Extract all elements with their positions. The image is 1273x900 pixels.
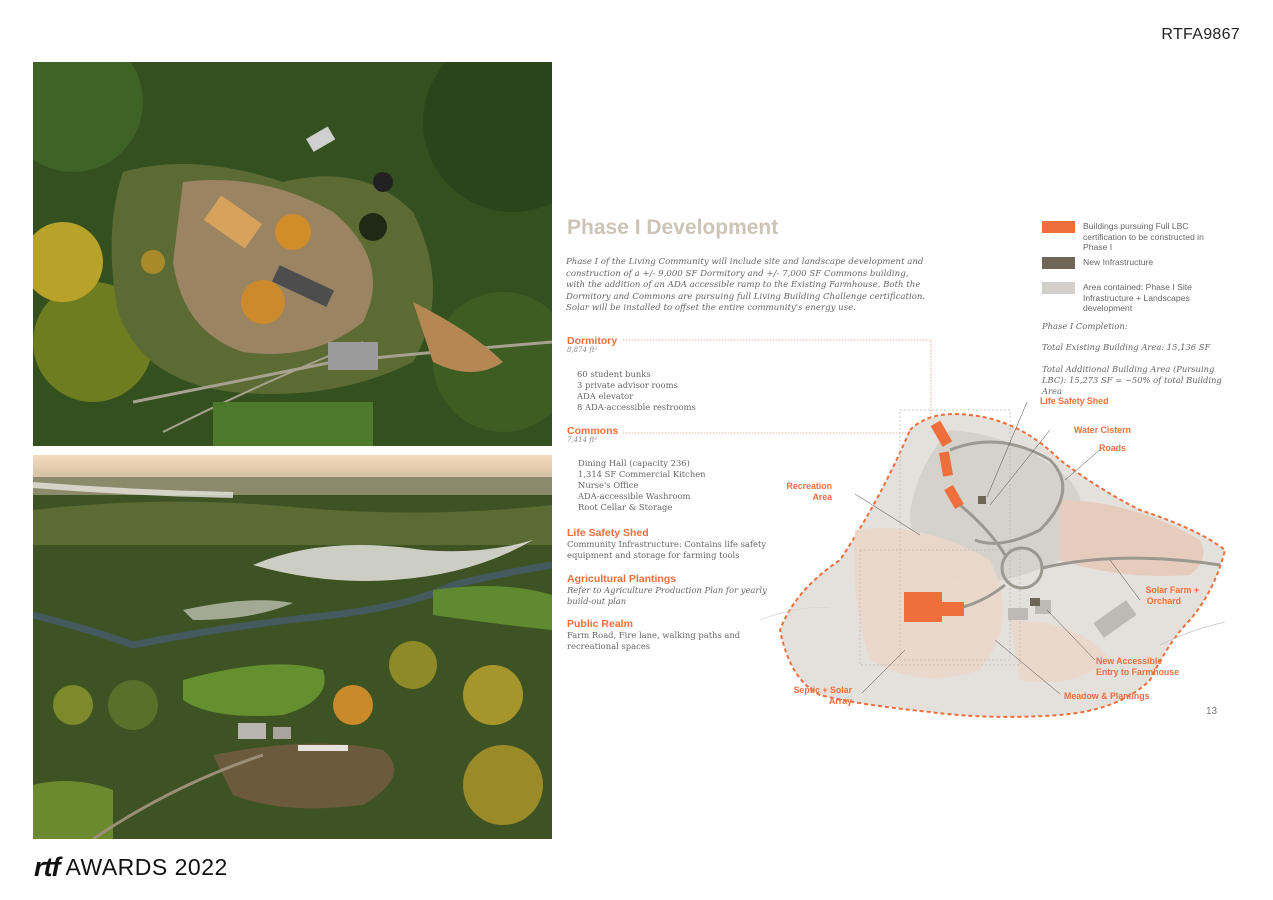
rtf-logo-mark: rtf — [34, 852, 60, 882]
map-label-septic-line1: Septic + Solar — [793, 685, 852, 695]
agricultural-plantings-desc: Refer to Agriculture Production Plan for yearly build-out plan — [567, 585, 767, 606]
list-item: Dining Hall (capacity 236) — [578, 458, 690, 468]
map-label-new-entry-line2: Entry to Farmhouse — [1096, 667, 1180, 677]
agricultural-plantings-heading: Agricultural Plantings — [567, 573, 677, 585]
list-item: 3 private advisor rooms — [577, 380, 678, 391]
public-realm-heading: Public Realm — [567, 618, 633, 630]
page-number: 13 — [1206, 706, 1218, 717]
list-item: 60 student bunks — [577, 369, 651, 379]
legend-label: Buildings pursuing Full LBC certification to be constructed in Phase I — [1083, 221, 1204, 253]
dormitory-heading: Dormitory — [567, 335, 618, 347]
existing-building-area: Total Existing Building Area: 15,136 SF — [1042, 342, 1211, 352]
intro-paragraph: Phase I of the Living Community will include site and landscape development and construction of a +/- 9,000 SF Dormitory and +/- 7,000 SF Commons building, with the addition of an ADA accessible ramp to the Existing Farmhouse. Both the Dormitory and Commons are pursuing full Living Building Challenge certification. Solar will be installed to offset the entire community's energy use. — [566, 257, 926, 314]
commons-area: 7,414 ft² — [567, 436, 598, 444]
map-label-septic-line2: Array — [829, 696, 852, 706]
map-label-life-safety-shed: Life Safety Shed — [1040, 396, 1109, 406]
phase-completion: Phase I Completion: — [1042, 321, 1128, 331]
additional-building-area: Total Additional Building Area (Pursuing LBC): 15,273 SF = ~50% of total Building Area — [1042, 364, 1222, 396]
map-label-recreation-line2: Area — [812, 492, 832, 502]
map-label-solar-farm-line2: Orchard — [1146, 596, 1181, 606]
map-label-water-cistern: Water Cistern — [1074, 425, 1131, 435]
logo-text: AWARDS 2022 — [65, 854, 228, 880]
list-item: 8 ADA-accessible restrooms — [577, 402, 696, 413]
commons-heading: Commons — [567, 425, 619, 437]
life-safety-shed-heading: Life Safety Shed — [567, 527, 649, 539]
map-label-recreation-line1: Recreation — [786, 481, 832, 491]
list-item: Root Cellar & Storage — [578, 502, 673, 513]
project-code: RTFA9867 — [1161, 26, 1240, 43]
page-title: Phase I Development — [567, 216, 779, 239]
dormitory-area: 8,874 ft² — [567, 346, 598, 354]
legend-label: Area contained: Phase I Site Infrastructure + Landscapes development — [1083, 282, 1192, 314]
site-plan-map — [760, 390, 1230, 730]
list-item: Nurse's Office — [578, 480, 639, 491]
list-item: ADA elevator — [577, 391, 634, 402]
map-label-new-entry-line1: New Accessible — [1096, 656, 1163, 666]
list-item: 1,314 SF Commercial Kitchen — [578, 469, 706, 480]
map-label-roads: Roads — [1099, 443, 1126, 453]
map-label-meadow: Meadow & Plantings — [1064, 691, 1150, 701]
public-realm-desc: Farm Road, Fire lane, walking paths and recreational spaces — [567, 630, 741, 651]
list-item: ADA-accessible Washroom — [578, 491, 691, 502]
map-label-solar-farm-line1: Solar Farm + — [1145, 585, 1199, 595]
life-safety-shed-desc: Community Infrastructure: Contains life safety equipment and storage for farming tools — [567, 539, 767, 560]
legend-label: New Infrastructure — [1083, 257, 1154, 267]
